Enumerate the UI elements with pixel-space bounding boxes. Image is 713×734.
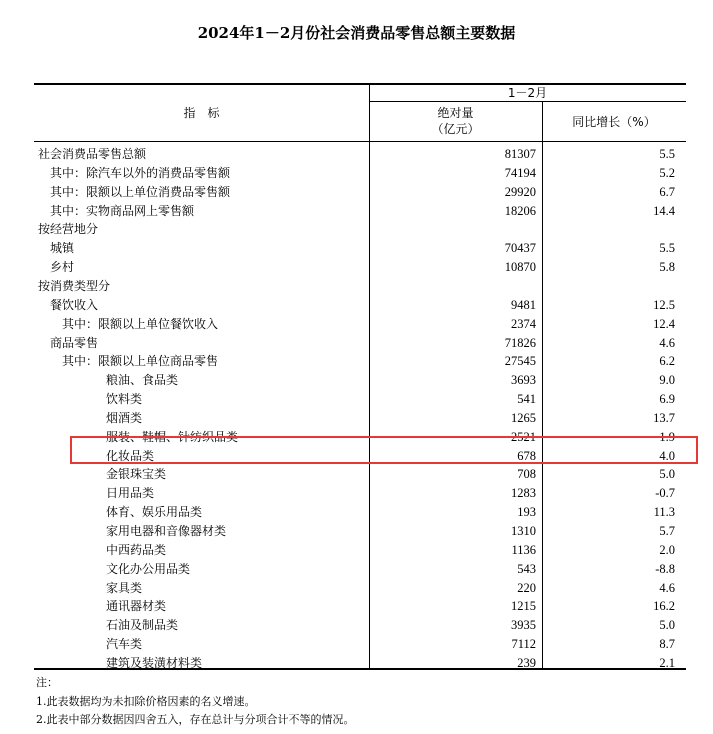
row-label: 化妆品类 xyxy=(106,448,155,463)
row-growth: 5.7 xyxy=(659,524,675,538)
row-growth: 9.0 xyxy=(659,373,675,388)
row-value: 541 xyxy=(517,392,536,407)
row-growth: 1.9 xyxy=(659,429,675,444)
period-underline xyxy=(369,101,686,102)
row-label: 其中：实物商品网上零售额 xyxy=(50,203,195,218)
row-label: 烟酒类 xyxy=(106,410,143,425)
row-value: 74194 xyxy=(504,165,536,180)
row-value: 70437 xyxy=(504,241,536,256)
row-label: 餐饮收入 xyxy=(50,297,99,312)
row-value: 1136 xyxy=(511,542,536,557)
row-label: 石油及制品类 xyxy=(106,618,179,633)
page-title: 2024年1－2月份社会消费品零售总额主要数据 xyxy=(197,24,516,42)
row-label: 商品零售 xyxy=(50,335,99,350)
note-2: 2.此表中部分数据因四舍五入，存在总计与分项合计不等的情况。 xyxy=(36,713,355,726)
row-label: 汽车类 xyxy=(106,637,143,652)
header-bottom-rule xyxy=(34,141,686,142)
row-label: 饮料类 xyxy=(106,392,143,407)
row-label: 建筑及装潢材料类 xyxy=(106,655,203,670)
row-growth: 2.0 xyxy=(659,542,675,557)
row-value: 1283 xyxy=(511,486,536,501)
row-label: 服装、鞋帽、针纺织品类 xyxy=(106,429,239,444)
row-value: 543 xyxy=(517,561,536,576)
row-label: 其中：除汽车以外的消费品零售额 xyxy=(50,165,231,180)
row-value: 239 xyxy=(517,655,536,670)
notes-heading: 注： xyxy=(36,676,58,689)
row-growth: 6.7 xyxy=(659,184,675,199)
indicator-header: 指 标 xyxy=(183,106,220,120)
period-header: 1－2月 xyxy=(507,86,548,100)
row-label: 其中：限额以上单位餐饮收入 xyxy=(62,316,219,331)
row-value: 708 xyxy=(517,467,536,482)
row-growth: 12.4 xyxy=(653,316,675,331)
row-growth: 5.0 xyxy=(659,618,675,633)
absolute-header-line2: （亿元） xyxy=(431,122,480,136)
row-label: 其中：限额以上单位消费品零售额 xyxy=(50,184,231,199)
row-value: 81307 xyxy=(504,147,536,161)
growth-header: 同比增长（%） xyxy=(572,115,656,129)
row-growth: 4.6 xyxy=(659,580,675,595)
absolute-header-line1: 绝对量 xyxy=(437,106,474,120)
row-growth: 14.4 xyxy=(653,203,675,218)
row-growth: 2.1 xyxy=(659,655,675,670)
row-growth: 6.9 xyxy=(659,392,675,407)
row-growth: 16.2 xyxy=(653,599,675,614)
row-growth: 12.5 xyxy=(653,297,675,312)
row-value: 220 xyxy=(517,580,536,595)
column-divider-1 xyxy=(369,84,370,669)
row-value: 1310 xyxy=(511,524,536,538)
row-growth: 5.8 xyxy=(659,260,675,275)
row-label: 家用电器和音像器材类 xyxy=(106,524,227,538)
row-growth: 4.6 xyxy=(659,335,675,350)
row-value: 193 xyxy=(517,505,536,520)
row-label: 其中：限额以上单位商品零售 xyxy=(62,354,219,369)
row-label: 文化办公用品类 xyxy=(106,561,191,576)
row-value: 7112 xyxy=(511,637,536,652)
row-value: 3935 xyxy=(511,618,536,633)
row-growth: 4.0 xyxy=(659,448,675,463)
row-value: 3693 xyxy=(511,373,536,388)
table-top-rule xyxy=(34,83,686,85)
row-value: 678 xyxy=(517,448,536,463)
row-label: 社会消费品零售总额 xyxy=(38,147,147,161)
column-divider-2 xyxy=(542,101,543,669)
row-growth: 8.7 xyxy=(659,637,675,652)
row-label: 金银珠宝类 xyxy=(106,467,167,482)
row-growth: -8.8 xyxy=(655,561,675,576)
row-label: 日用品类 xyxy=(106,486,155,501)
row-value: 9481 xyxy=(511,297,536,312)
row-growth: 11.3 xyxy=(653,505,675,520)
row-value: 1265 xyxy=(511,410,536,425)
row-label: 粮油、食品类 xyxy=(106,373,179,388)
row-label: 体育、娱乐用品类 xyxy=(106,505,203,520)
row-value: 18206 xyxy=(504,203,536,218)
row-label: 按消费类型分 xyxy=(38,278,111,293)
row-growth: 5.2 xyxy=(659,165,675,180)
row-label: 城镇 xyxy=(50,241,75,256)
row-value: 2374 xyxy=(511,316,536,331)
row-growth: 5.5 xyxy=(659,241,675,256)
highlight-box xyxy=(70,436,698,464)
row-growth: 13.7 xyxy=(653,410,675,425)
row-label: 乡村 xyxy=(50,260,75,275)
row-growth: 6.2 xyxy=(659,354,675,369)
row-value: 29920 xyxy=(504,184,536,199)
note-1: 1.此表数据均为未扣除价格因素的名义增速。 xyxy=(36,695,256,708)
row-value: 1215 xyxy=(511,599,536,614)
row-label: 通讯器材类 xyxy=(106,599,167,614)
row-label: 家具类 xyxy=(106,580,143,595)
row-growth: -0.7 xyxy=(655,486,675,501)
row-value: 71826 xyxy=(504,335,536,350)
row-value: 2521 xyxy=(511,429,536,444)
row-value: 27545 xyxy=(504,354,536,369)
row-growth: 5.0 xyxy=(659,467,675,482)
row-label: 按经营地分 xyxy=(38,222,99,237)
row-growth: 5.5 xyxy=(659,147,675,161)
row-label: 中西药品类 xyxy=(106,542,167,557)
row-value: 10870 xyxy=(504,260,536,275)
